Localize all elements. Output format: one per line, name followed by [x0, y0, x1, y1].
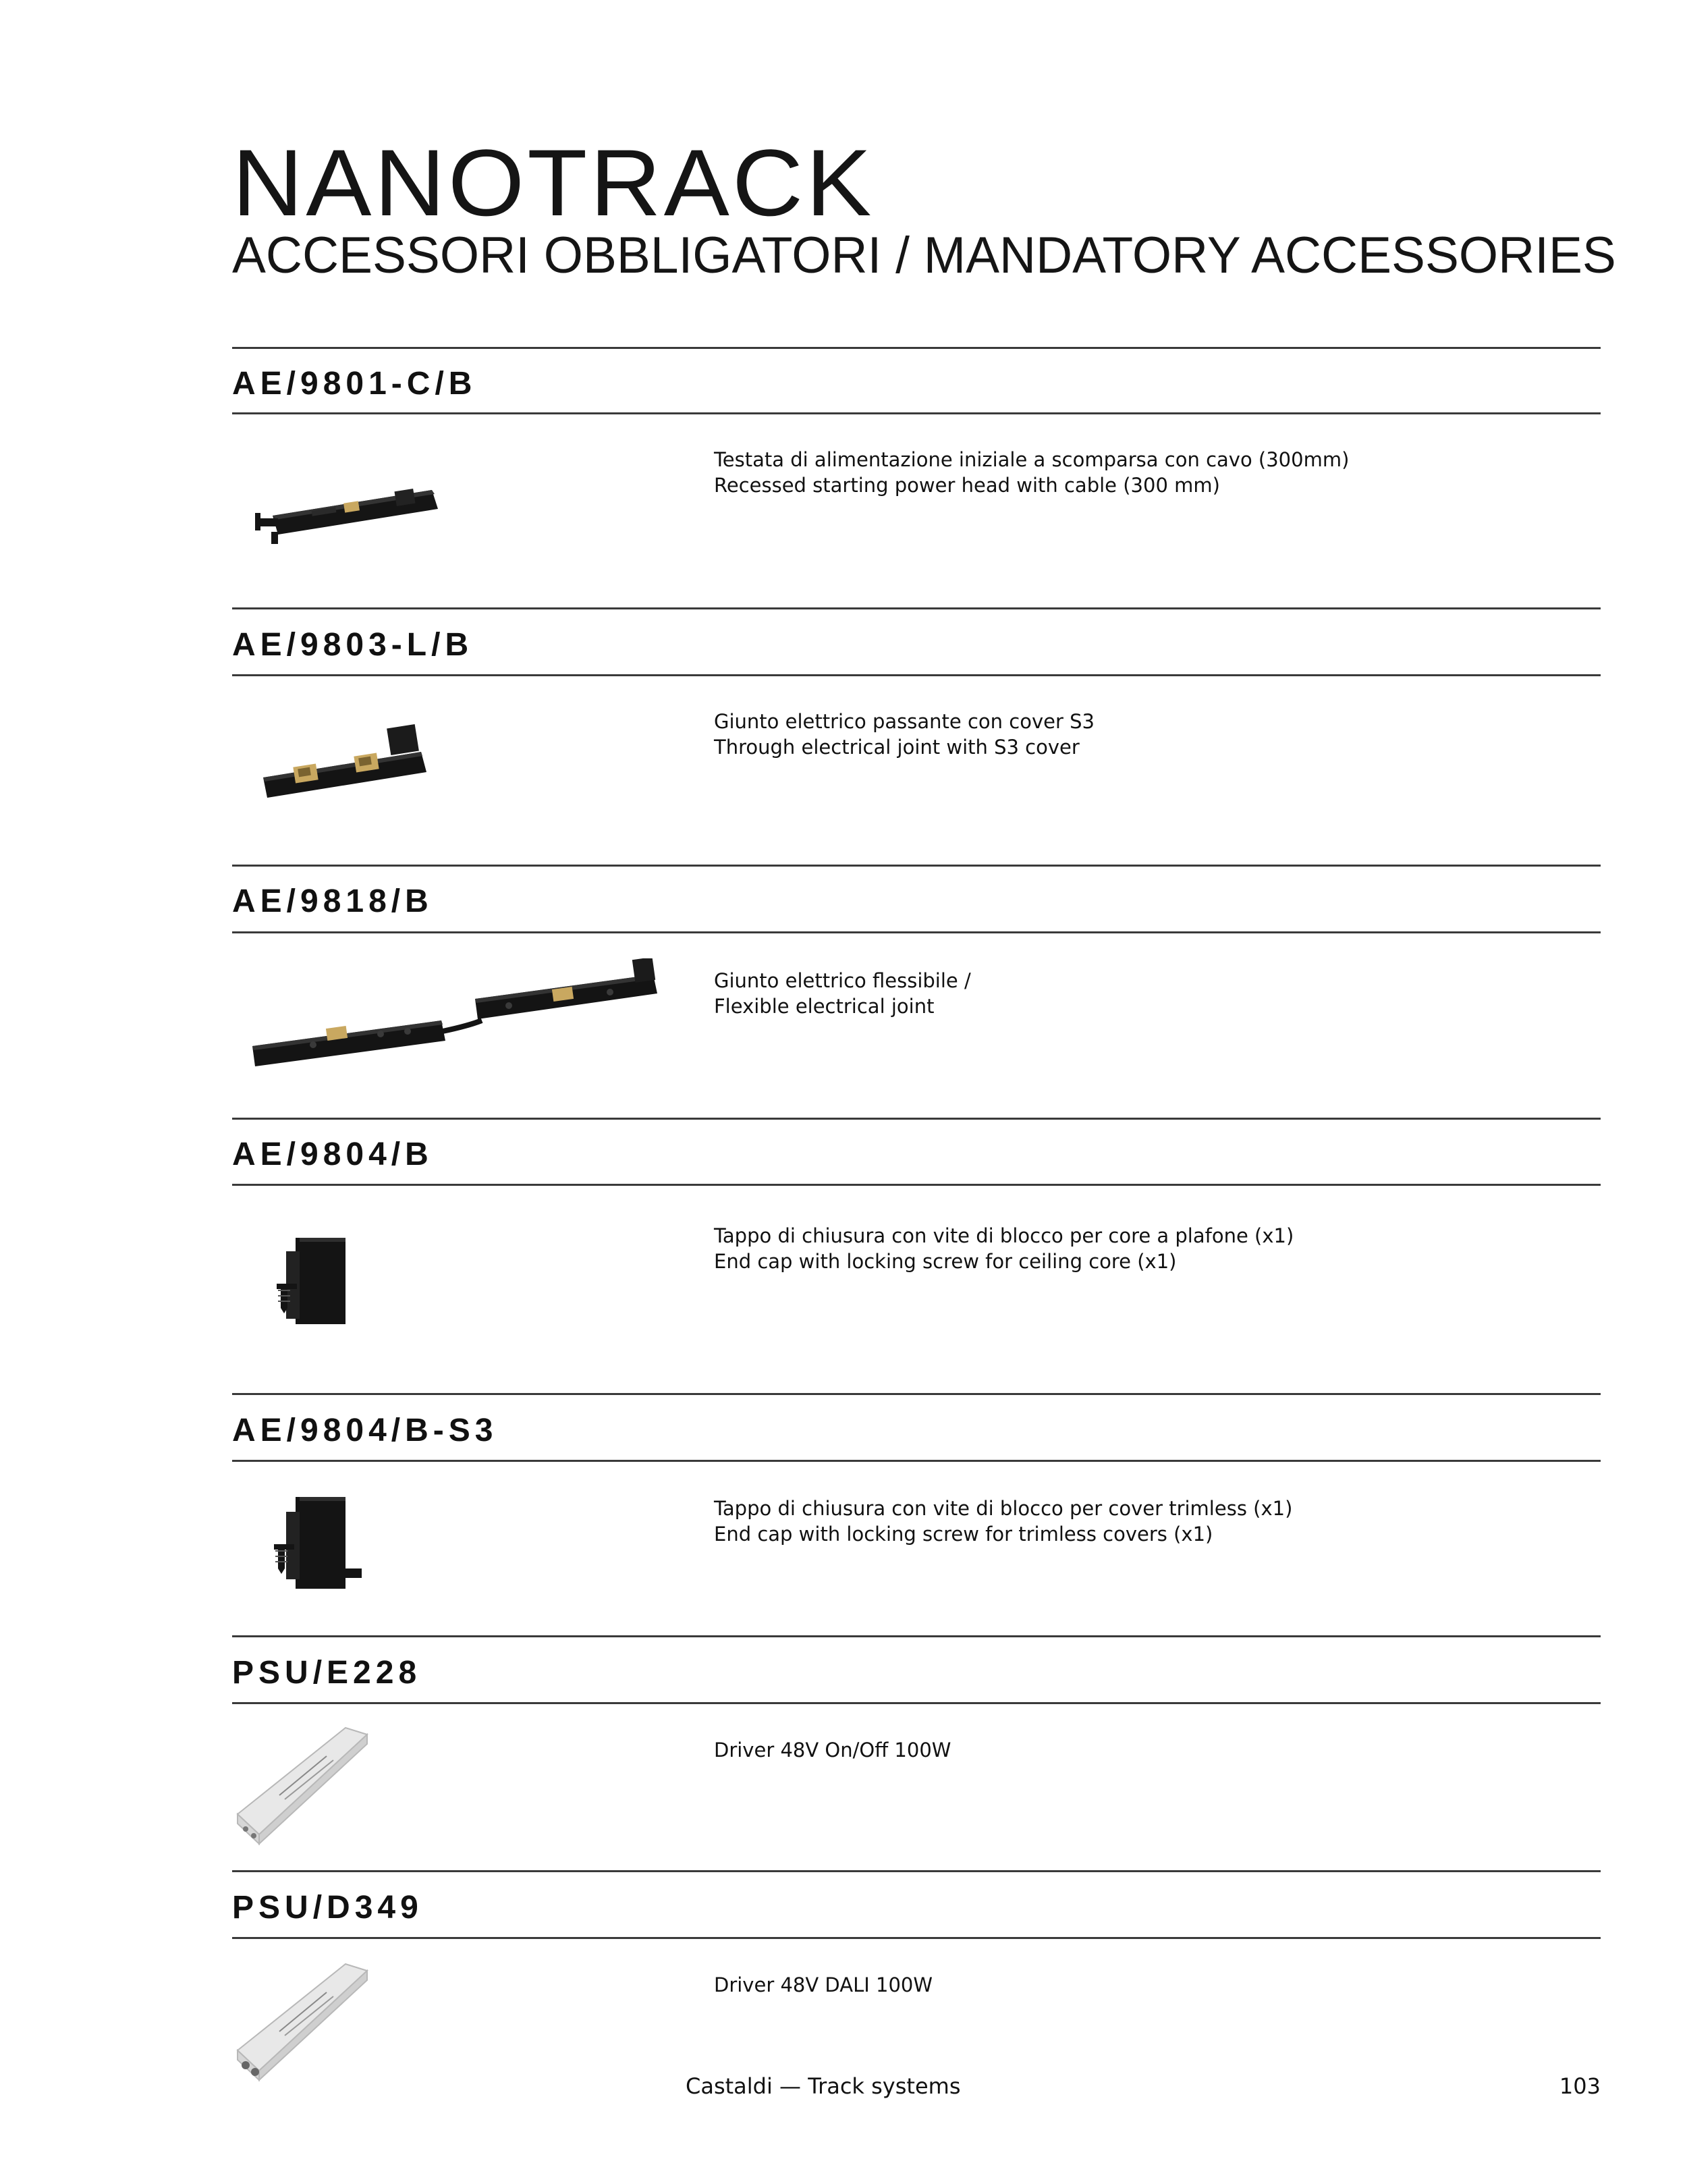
product-description-en: Through electrical joint with S3 cover — [714, 736, 1080, 759]
section-divider — [232, 1937, 1601, 1939]
page-number: 103 — [1559, 2073, 1601, 2099]
product-code: AE/9804/B-S3 — [232, 1413, 498, 1448]
product-code: PSU/D349 — [232, 1890, 423, 1926]
page-subtitle: ACCESSORI OBBLIGATORI / MANDATORY ACCESSORIES — [232, 227, 1616, 284]
section-divider — [232, 607, 1601, 609]
section-divider — [232, 347, 1601, 349]
product-description-it: Driver 48V DALI 100W — [714, 1973, 933, 1996]
product-description-it: Driver 48V On/Off 100W — [714, 1739, 951, 1762]
product-description-it: Testata di alimentazione iniziale a scomparsa con cavo (300mm) — [714, 448, 1350, 471]
product-code: AE/9818/B — [232, 883, 433, 919]
product-description-it: Giunto elettrico passante con cover S3 — [714, 710, 1095, 733]
section-divider — [232, 674, 1601, 676]
footer-brand: Castaldi — Track systems — [686, 2073, 961, 2099]
product-code: PSU/E228 — [232, 1655, 422, 1691]
product-description-it: Tappo di chiusura con vite di blocco per core a plafone (x1) — [714, 1224, 1294, 1247]
section-divider — [232, 1635, 1601, 1637]
electrical-joint-icon — [254, 715, 436, 810]
product-description-en: Recessed starting power head with cable (300 mm) — [714, 474, 1220, 497]
section-divider — [232, 1702, 1601, 1704]
section-divider — [232, 412, 1601, 414]
section-divider — [232, 1870, 1601, 1872]
section-divider — [232, 1460, 1601, 1462]
section-divider — [232, 865, 1601, 867]
section-divider — [232, 931, 1601, 933]
product-description-it: Giunto elettrico flessibile / — [714, 969, 971, 992]
product-code: AE/9801-C/B — [232, 366, 477, 402]
section-divider — [232, 1393, 1601, 1395]
product-description-en: Flexible electrical joint — [714, 995, 935, 1018]
driver-icon — [232, 1721, 374, 1849]
section-divider — [232, 1184, 1601, 1186]
page-title: NANOTRACK — [232, 130, 875, 236]
end-cap-trimless-icon — [254, 1489, 375, 1597]
driver-dali-icon — [232, 1957, 374, 2085]
flexible-joint-icon — [246, 958, 664, 1080]
product-code: AE/9804/B — [232, 1137, 433, 1172]
product-description-it: Tappo di chiusura con vite di blocco per cover trimless (x1) — [714, 1497, 1293, 1520]
end-cap-icon — [256, 1228, 364, 1330]
section-divider — [232, 1118, 1601, 1120]
power-head-icon — [246, 472, 448, 553]
product-code: AE/9803-L/B — [232, 627, 474, 663]
product-description-en: End cap with locking screw for ceiling core (x1) — [714, 1250, 1177, 1273]
product-description-en: End cap with locking screw for trimless covers (x1) — [714, 1523, 1213, 1546]
